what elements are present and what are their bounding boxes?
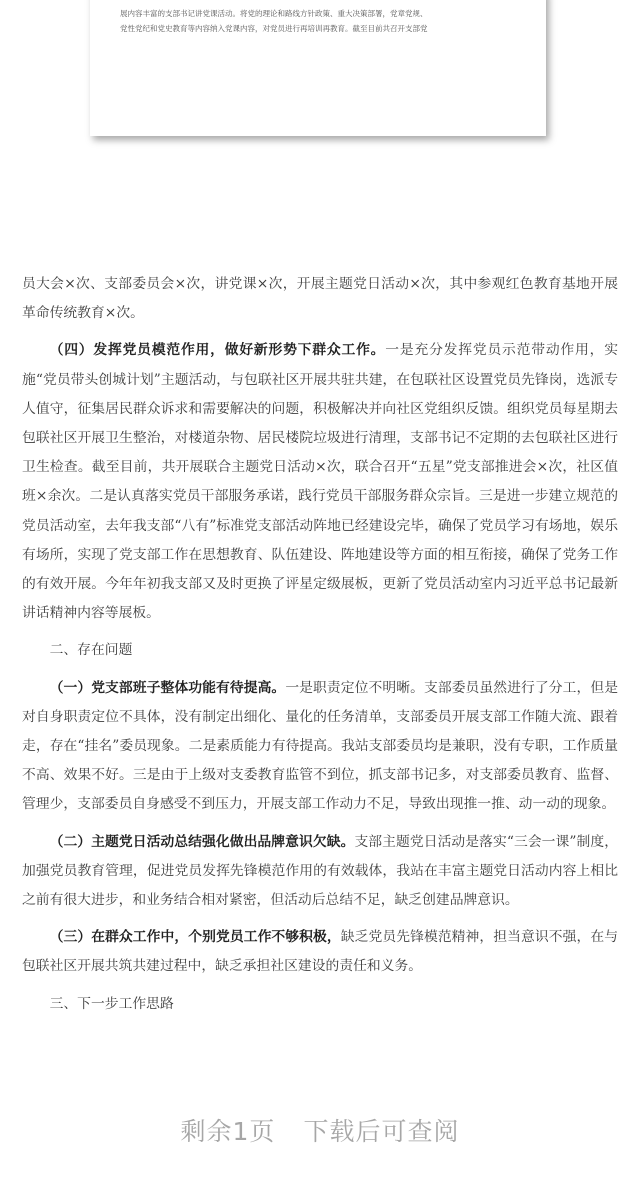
issue-1-text: 一是职责定位不明晰。支部委员虽然进行了分工，但是对自身职责定位不具体，没有制定出细化、量化的任务清单，支部委员开展支部工作随大流、跟着走，存在“挂名”委员现象。二是素质能力有待提高。我站支部委员均是兼职，没有专职，工作质量不高、效果不好。三是由于上级对支委教育监管不到位，抓支部书记多，对支部委员教育、监督、管理少，支部委员自身感受不到压力，开展支部工作动力不足，导致出现推一推、动一动的现象。	[22, 679, 619, 813]
issue-3-text: 缺乏党员先锋模范精神，担当意识不强，在与包联社区开展共筑共建过程中，缺乏承担社区建设的责任和义务。	[22, 929, 619, 975]
section-4-paragraph	[22, 336, 618, 628]
preview-line: 党性党纪和党史教育等内容纳入党课内容，对党员进行再培训再教育。截至目前共召开支部党	[120, 24, 428, 33]
issue-3-paragraph	[22, 923, 618, 981]
document-body	[22, 270, 618, 1027]
issue-2-title: （二）主题党日活动总结强化做出品牌意识欠缺。	[49, 833, 355, 850]
issue-1-title: （一）党支部班子整体功能有待提高。	[49, 679, 286, 696]
download-prompt[interactable]	[0, 1112, 640, 1148]
issue-2-text: 支部主题党日活动是落实“三会一课”制度，加强党员教育管理，促进党员发挥先锋模范作用的有效载体，我站在丰富主题党日活动内容上相比之前有很大进步，和业务结合相对紧密，但活动后总结不足，缺乏创建品牌意识。	[22, 833, 619, 909]
heading-existing-problems: 二、存在问题	[49, 642, 133, 659]
previous-page-preview	[90, 0, 546, 136]
heading-next-steps: 三、下一步工作思路	[49, 995, 174, 1012]
section-4-text: 一是充分发挥党员示范带动作用，实施“党员带头创城计划”主题活动，与包联社区开展共驻共建，在包联社区设置党员先锋岗，选派专人值守，征集居民群众诉求和需要解决的问题，积极解决并向社区党组织反馈。组织党员每星期去包联社区开展卫生整治，对楼道杂物、居民楼院垃圾进行清理，支部书记不定期的去包联社区进行卫生检查。截至目前，共开展联合主题党日活动×次，联合召开“五星”党支部推进会×次，社区值班×余次。二是认真落实党员干部服务承诺，践行党员干部服务群众宗旨。三是进一步建立规范的党员活动室，去年我支部“八有”标准党支部活动阵地已经建设完毕，确保了党员学习有场地，娱乐有场所，实现了党支部工作在思想教育、队伍建设、阵地建设等方面的相互衔接，确保了党务工作的有效开展。今年年初我支部又及时更换了评星定级展板，更新了党员活动室内习近平总书记最新讲话精神内容等展板。	[22, 342, 619, 622]
remaining-pages-label[interactable]: 剩余1页	[180, 1117, 276, 1146]
continuation-paragraph: 员大会×次、支部委员会×次，讲党课×次，开展主题党日活动×次，其中参观红色教育基地开展革命传统教育×次。	[22, 276, 618, 322]
issue-1-paragraph	[22, 674, 618, 820]
preview-line: 展内容丰富的支部书记讲党课活动。将党的理论和路线方针政策、重大决策部署，党章党规、	[120, 9, 428, 18]
issue-2-paragraph	[22, 828, 618, 916]
issue-3-title: （三）在群众工作中，个别党员工作不够积极，	[49, 929, 341, 946]
download-to-view-label[interactable]: 下载后可查阅	[303, 1117, 460, 1146]
section-4-title: （四）发挥党员模范作用，做好新形势下群众工作。	[49, 342, 386, 359]
